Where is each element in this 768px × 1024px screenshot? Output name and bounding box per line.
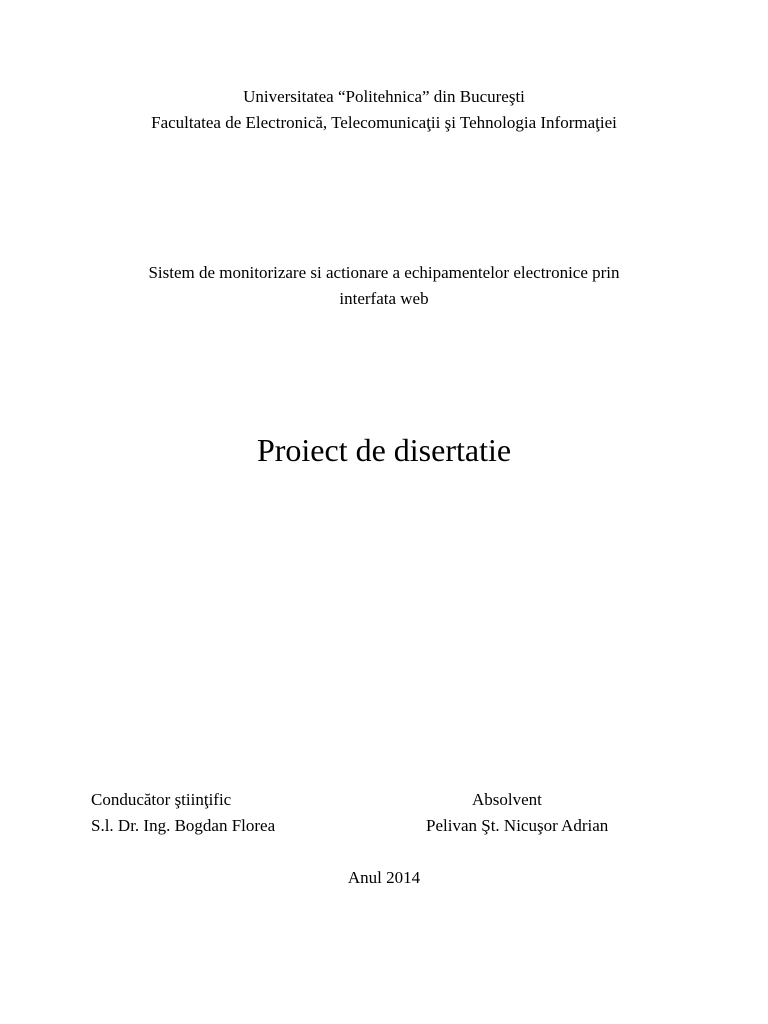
thesis-topic-line-2: interfata web (339, 289, 429, 308)
faculty-name: Facultatea de Electronică, Telecomunicaţii şi Tehnologia Informaţiei (151, 113, 617, 132)
graduate-label: Absolvent (472, 790, 542, 809)
supervisor-name: S.l. Dr. Ing. Bogdan Florea (91, 816, 276, 835)
year: Anul 2014 (347, 868, 421, 887)
document-type-title: Proiect de disertatie (256, 432, 512, 468)
graduate-name: Pelivan Şt. Nicuşor Adrian (426, 816, 609, 835)
university-name: Universitatea “Politehnica” din Bucureşti (243, 87, 525, 106)
thesis-topic-line-1: Sistem de monitorizare si actionare a echipamentelor electronice prin (148, 263, 620, 282)
supervisor-label: Conducător ştiinţific (91, 790, 232, 809)
